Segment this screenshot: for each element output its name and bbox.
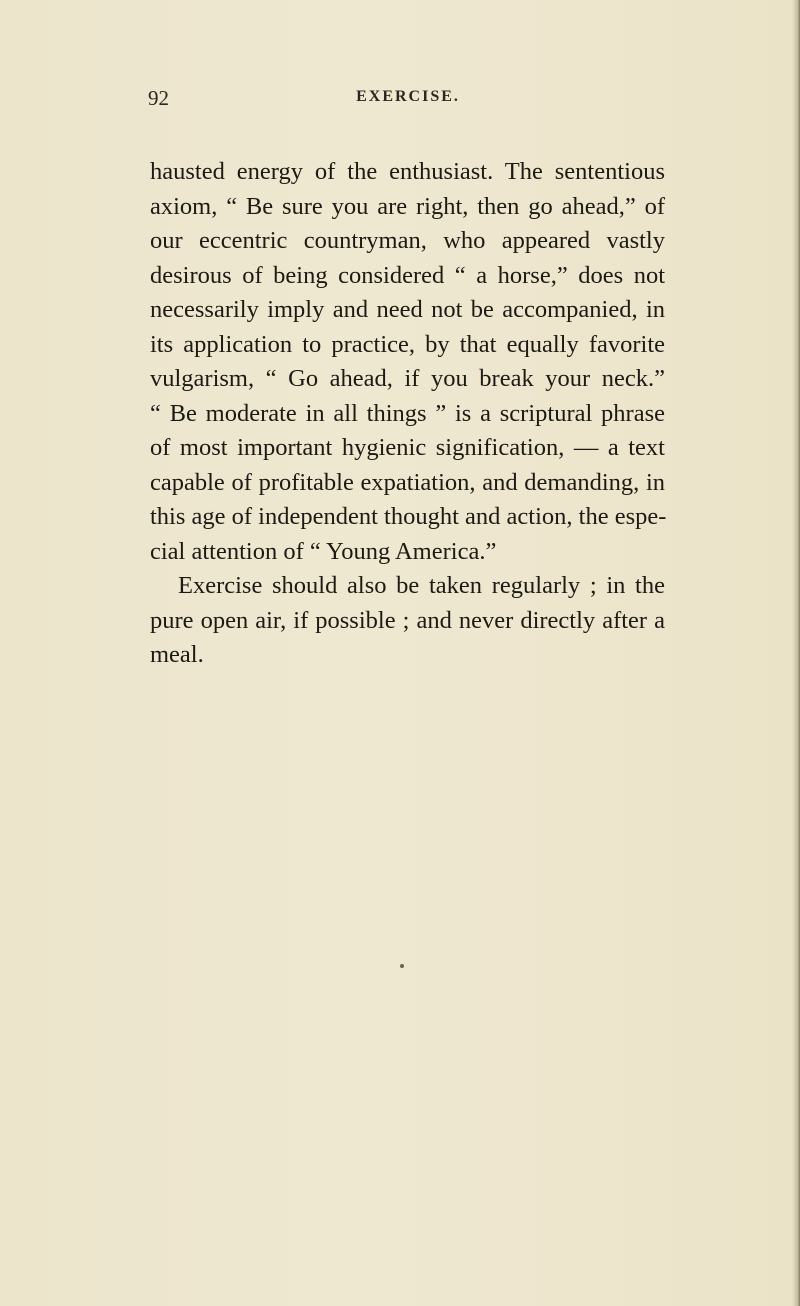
text-line: meal. (150, 641, 204, 668)
text-line: hausted energy of the enthusiast. The sententious (150, 158, 665, 185)
text-line: necessarily imply and need not be accompanied, in (150, 296, 665, 323)
text-line: capable of profitable expatiation, and demanding, in (150, 468, 665, 496)
text-line: cial attention of “ Young America.” (150, 537, 497, 565)
text-line: pure open air, if possible ; and never directly after a (150, 606, 665, 634)
text-line: its application to practice, by that equally favorite (150, 330, 665, 358)
text-line: “ Be moderate in all things ” is a scriptural phrase (150, 399, 665, 427)
text-line: of most important hygienic signification, — a text (150, 434, 665, 461)
text-line: this age of independent thought and action, the espe- (150, 503, 667, 530)
page-edge-shadow (792, 0, 800, 1306)
text-line: Exercise should also be taken regularly ; in the (178, 572, 665, 599)
text-line: desirous of being considered “ a horse,” does not (150, 261, 665, 289)
running-title: EXERCISE. (356, 88, 460, 105)
text-line: vulgarism, “ Go ahead, if you break your neck.” (150, 365, 665, 392)
text-line: our eccentric countryman, who appeared vastly (150, 227, 665, 254)
text-line: axiom, “ Be sure you are right, then go ahead,” of (150, 192, 665, 220)
body-text (150, 155, 665, 673)
page-header (148, 86, 668, 116)
page-number: 92 (148, 86, 169, 110)
paper-speck (400, 964, 404, 968)
